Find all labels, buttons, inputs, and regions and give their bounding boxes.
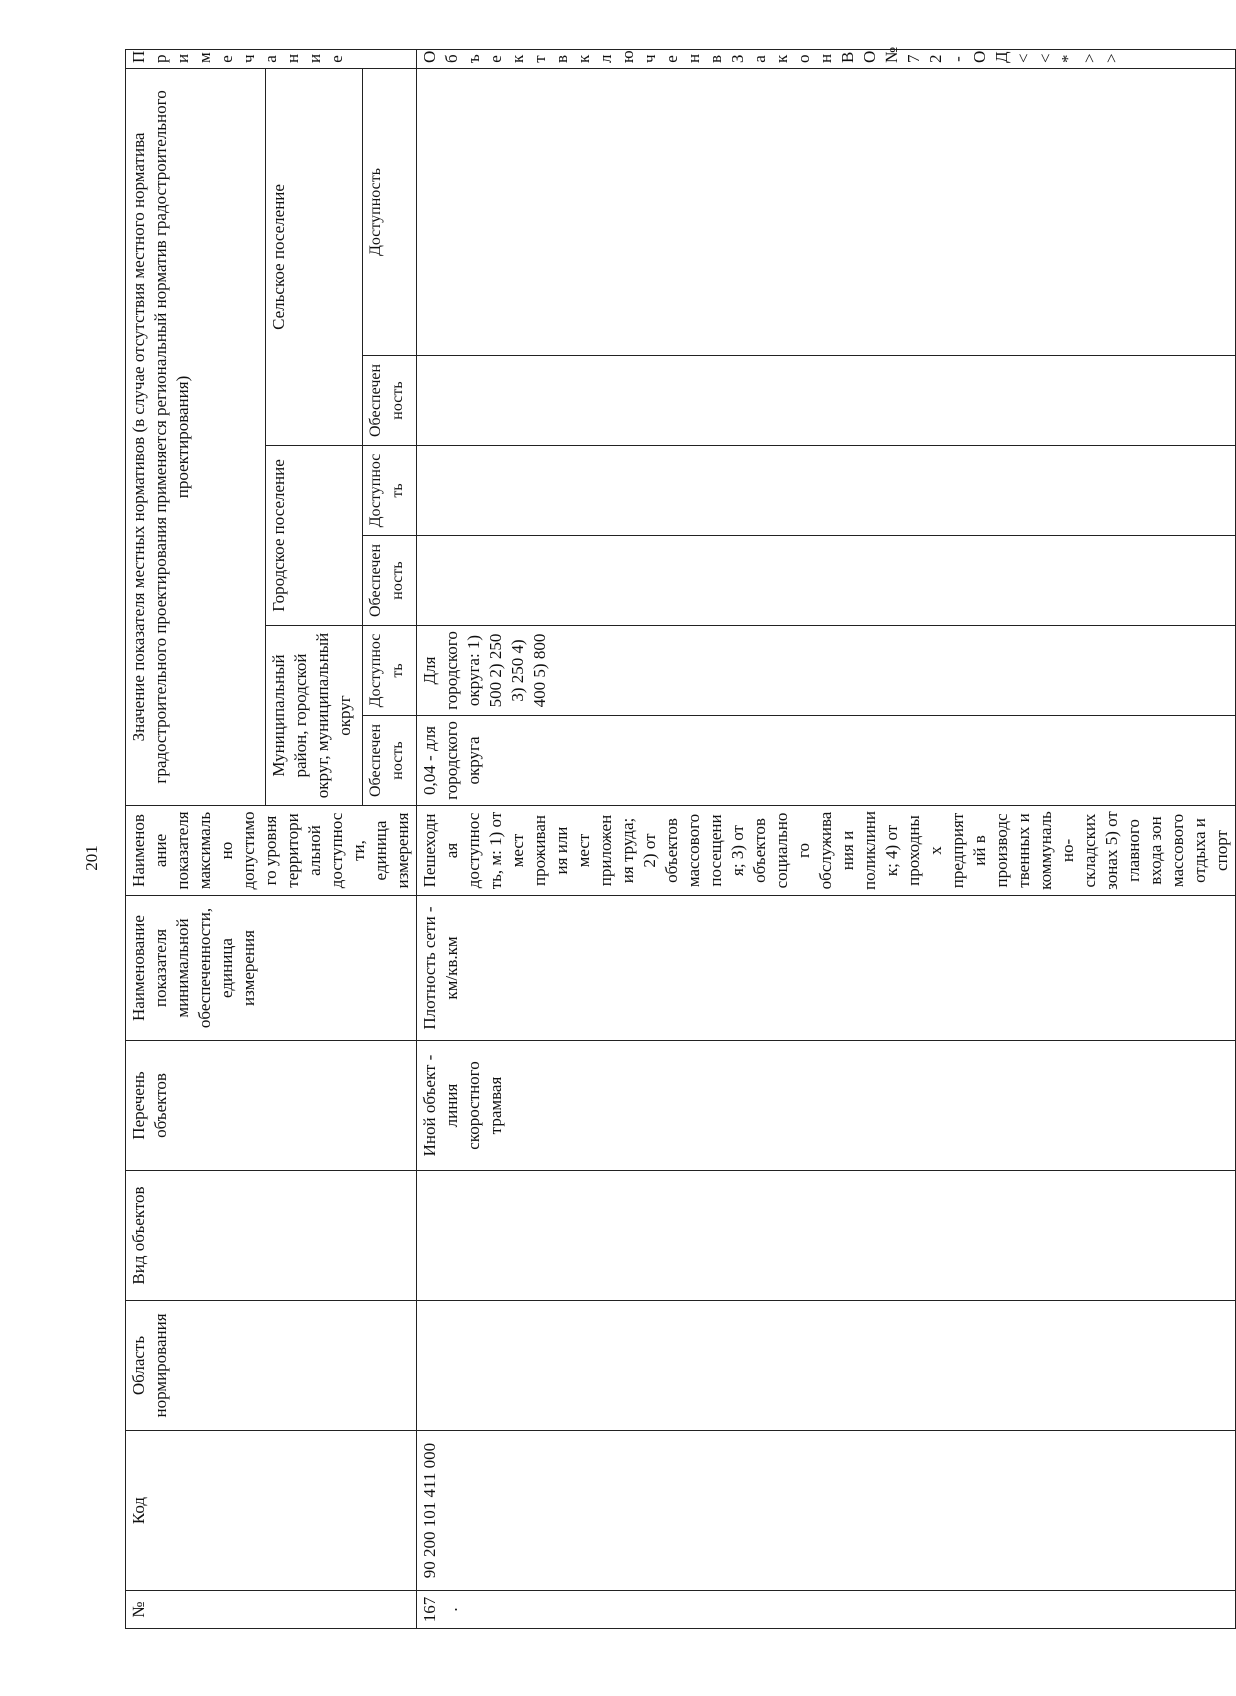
header-urban-provision: Обеспеченность	[362, 536, 416, 626]
header-list: Перечень объектов	[126, 1041, 417, 1171]
header-urban: Городское поселение	[265, 446, 362, 626]
header-rural-accessibility: Доступность	[362, 68, 416, 355]
header-max-indicator: Наименование показателя максимально допустимого уровня территориальной доступности, единица измерения	[126, 806, 417, 896]
row-note: Объект включен в Закон ВО № 72-ОД<<*>>	[417, 50, 1236, 69]
row-urban-accessibility	[417, 446, 1236, 536]
row-rural-provision	[417, 356, 1236, 446]
row-rural-accessibility	[417, 68, 1236, 355]
header-urban-accessibility: Доступность	[362, 446, 416, 536]
header-mun-provision: Обеспеченность	[362, 716, 416, 806]
header-mun-accessibility: Доступность	[362, 626, 416, 716]
header-area: Область нормирования	[126, 1301, 417, 1431]
header-rural-provision: Обеспеченность	[362, 356, 416, 446]
normative-table-sheet	[125, 46, 1231, 1629]
header-municipal: Муниципальный район, городской округ, муниципальный округ	[265, 626, 362, 806]
row-max-indicator: Пешеходная доступность, м: 1) от мест проживания или мест приложения труда; 2) от объектов массового посещения; 3) от объектов социального обслуживания и поликлиник; 4) от проходных предприятий в производственных и коммунально-складских зонах 5) от главного входа зон массового отдыха и спорт	[417, 806, 1236, 896]
table-row	[417, 50, 1236, 1629]
row-code: 90 200 101 411 000	[417, 1431, 1236, 1591]
row-urban-provision	[417, 536, 1236, 626]
header-rural: Сельское поселение	[265, 68, 362, 445]
header-value-group: Значение показателя местных нормативов (в случае отсутствия местного норматива градостроительного проектирования применяется региональный норматив градостроительного проектирования)	[126, 68, 266, 805]
row-min-indicator: Плотность сети - км/кв.км	[417, 896, 1236, 1041]
row-area	[417, 1301, 1236, 1431]
page-number: 201	[82, 845, 101, 871]
header-kind: Вид объектов	[126, 1171, 417, 1301]
row-mun-accessibility: Для городского округа: 1) 500 2) 250 3) 250 4) 400 5) 800	[417, 626, 1236, 716]
header-note: Примечание	[126, 50, 417, 69]
row-mun-provision: 0,04 - для городского округа	[417, 716, 1236, 806]
header-code: Код	[126, 1431, 417, 1591]
header-num: №	[126, 1591, 417, 1629]
header-min-indicator: Наименование показателя минимальной обеспеченности, единица измерения	[126, 896, 417, 1041]
row-kind	[417, 1171, 1236, 1301]
row-list: Иной объект - линия скоростного трамвая	[417, 1041, 1236, 1171]
normative-table	[125, 46, 1236, 1629]
row-num: 167.	[417, 1591, 1236, 1629]
